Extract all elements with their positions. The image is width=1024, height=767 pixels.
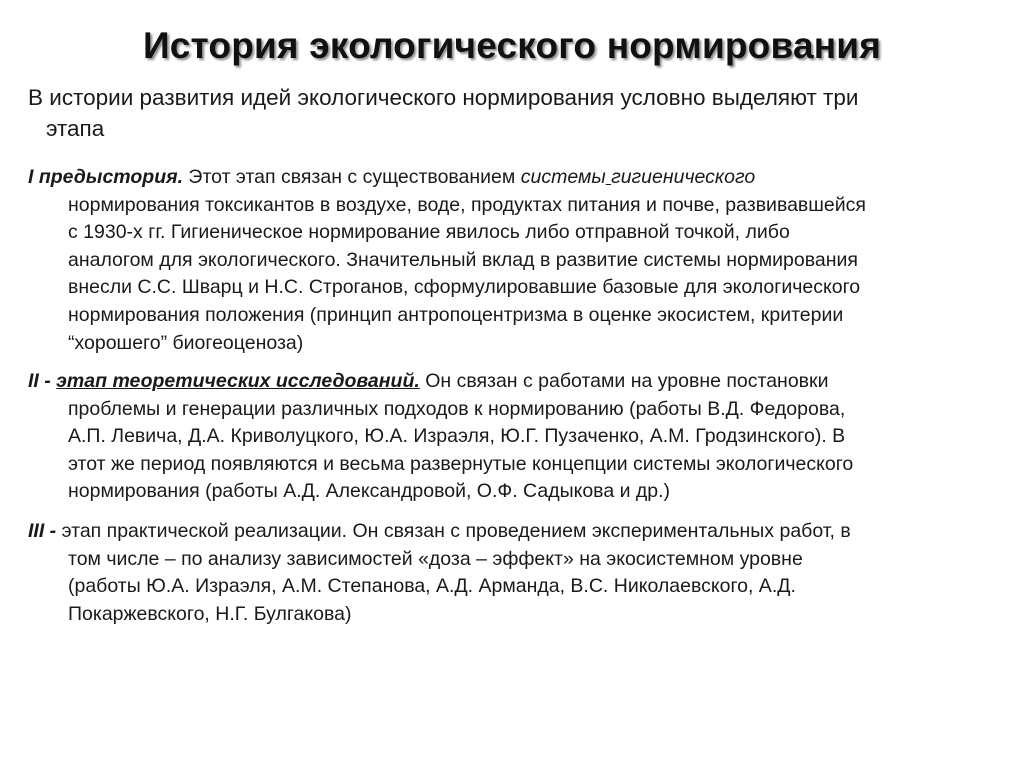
stage-1-line-3: с 1930-х гг. Гигиеническое нормирование явилось либо отправной точкой, либо [68, 221, 790, 244]
stage-1-line-5: внесли С.С. Шварц и Н.С. Строганов, сформулировавшие базовые для экологического [68, 276, 861, 299]
intro-line-2: этапа [46, 116, 105, 141]
stage-1-line-4: аналогом для экологического. Значительный вклад в развитие системы нормирования [68, 248, 858, 271]
stage-2-paragraph [28, 368, 1013, 506]
stage-2-numeral: II - [28, 370, 51, 392]
stage-3-paragraph [28, 518, 1013, 628]
stage-3-line-2: том числе – по анализу зависимостей «доза – эффект» на экосистемном уровне [68, 547, 803, 570]
intro-line-1: В истории развития идей экологического нормирования условно выделяют три [28, 85, 859, 110]
stage-3-line-1 [28, 518, 1013, 546]
stage-2-line-5: нормирования (работы А.Д. Александровой, О.Ф. Садыкова и др.) [68, 480, 671, 503]
stage-2-label: этап теоретических исследований. [56, 370, 420, 392]
stage-3-line-4: Покаржевского, Н.Г. Булгакова) [68, 602, 352, 625]
stage-1-label: I предыстория. [28, 166, 184, 188]
stage-1-line-7: “хорошего” биогеоценоза) [68, 331, 304, 354]
stage-1-line-6: нормирования положения (принцип антропоцентризма в оценке экосистем, критерии [68, 303, 844, 326]
slide-title: История экологического нормирования [142, 25, 882, 66]
stage-1-text-before-italic: Этот этап связан с существованием [183, 166, 521, 188]
intro-paragraph [28, 82, 1003, 144]
stage-1-italic-part-1: системы [520, 166, 606, 188]
stage-2-line-4: этот же период появляются и весьма развернутые концепции системы экологического [68, 452, 854, 475]
stage-2-line-3: А.П. Левича, Д.А. Криволуцкого, Ю.А. Израэля, Ю.Г. Пузаченко, А.М. Гродзинского). В [68, 425, 846, 448]
stage-1-line-1 [28, 164, 1013, 192]
stage-1-italic-part-2: гигиенического [611, 166, 756, 188]
stage-1-paragraph [28, 164, 1013, 357]
stage-2-text-after: Он связан с работами на уровне постановки [419, 370, 829, 392]
stage-3-line-3: (работы Ю.А. Израэля, А.М. Степанова, А.Д. Арманда, В.С. Николаевского, А.Д. [68, 575, 796, 598]
stage-2-line-2: проблемы и генерации различных подходов к нормированию (работы В.Д. Федорова, [68, 397, 846, 420]
stage-3-text-after: этап практической реализации. Он связан с проведением экспериментальных работ, в [56, 520, 851, 542]
stage-3-numeral: III - [28, 520, 57, 542]
stage-2-line-1 [28, 368, 1013, 396]
stage-1-line-2: нормирования токсикантов в воздухе, воде, продуктах питания и почве, развивавшейся [68, 193, 866, 216]
